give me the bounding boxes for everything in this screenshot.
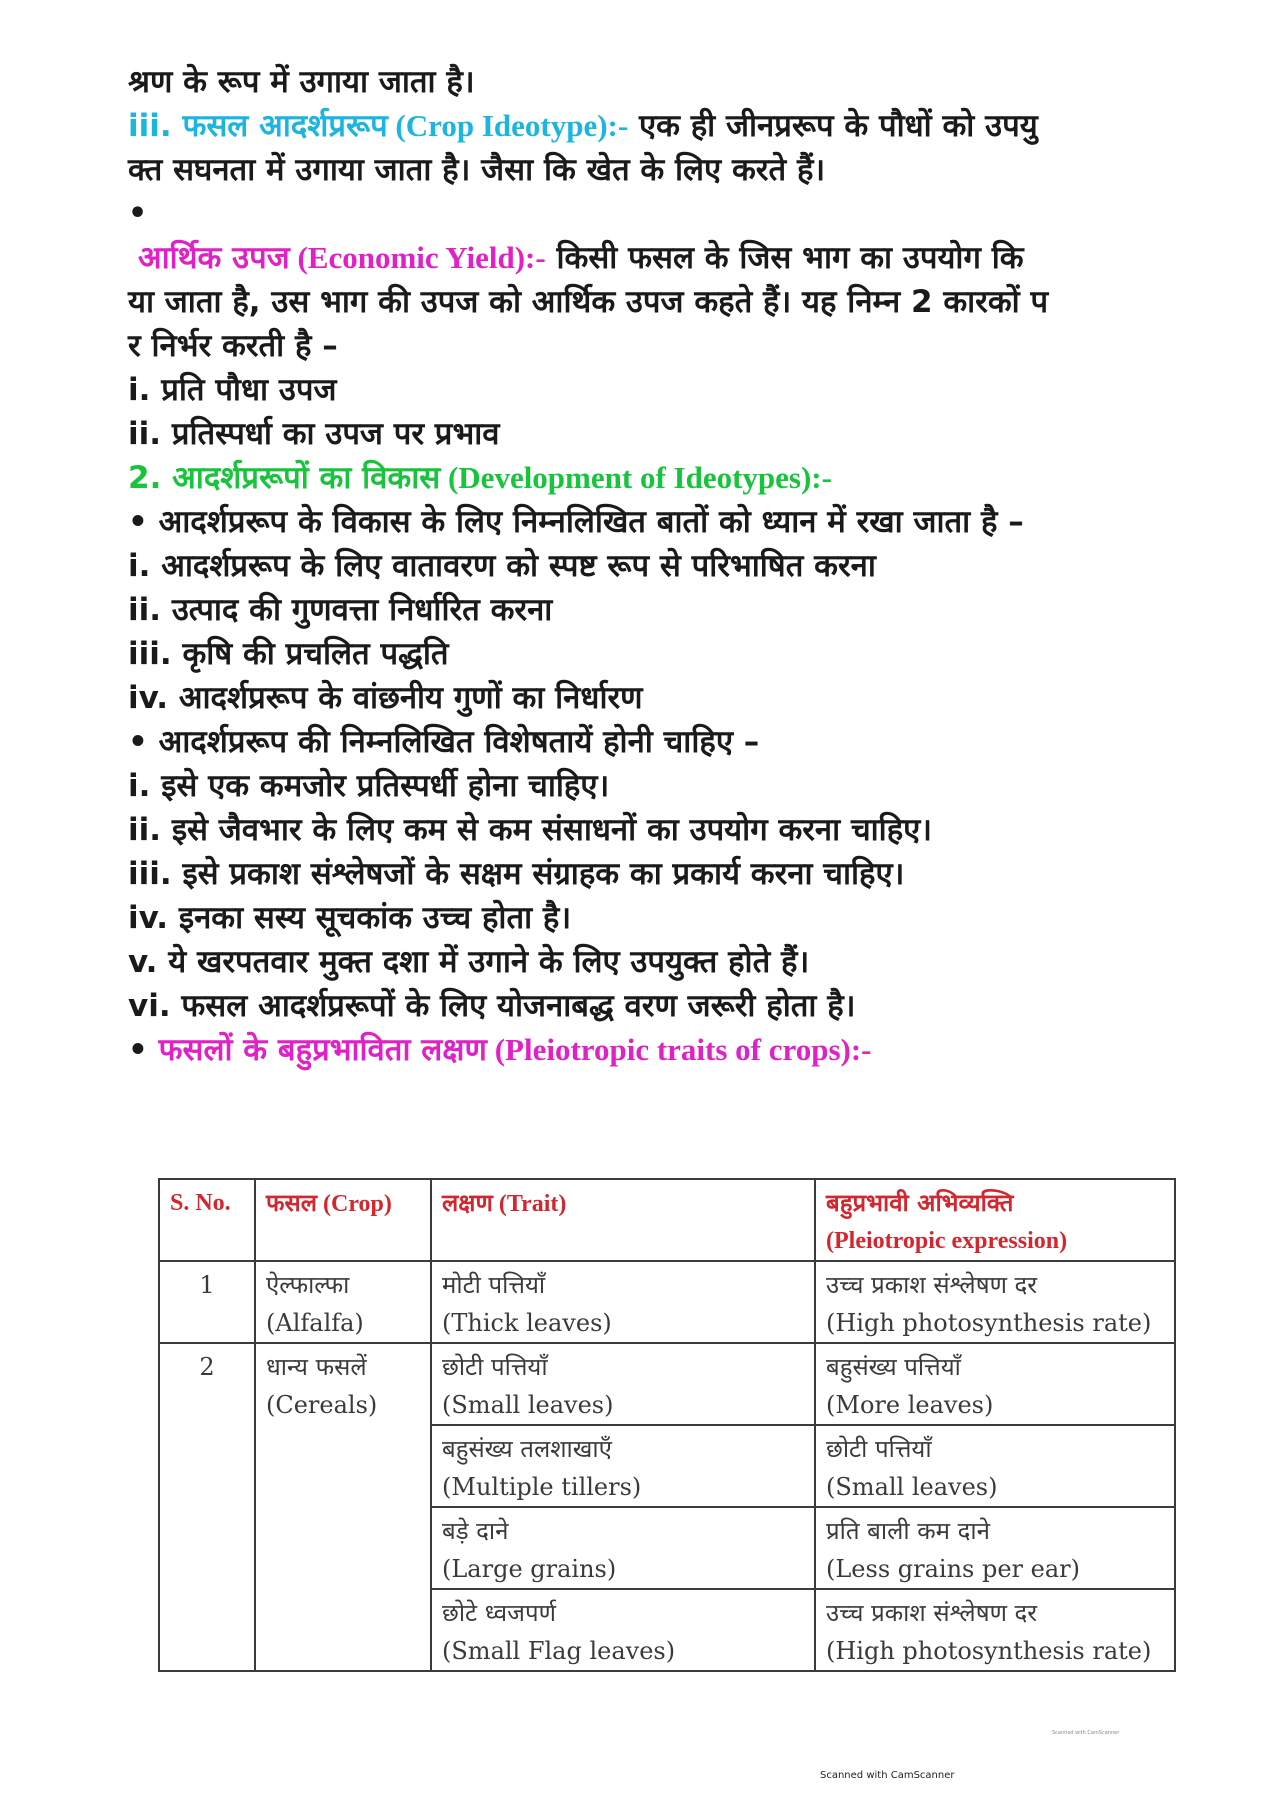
table-header-row [159, 1179, 1175, 1261]
cell-trait-hi: छोटे ध्वजपर्ण [442, 1599, 556, 1627]
table-row [159, 1343, 1175, 1425]
col-header-crop-en: (Crop) [317, 1191, 392, 1217]
pleiotropic-heading-line [128, 1028, 1138, 1072]
development-section-line [128, 456, 1138, 500]
cell-expression [815, 1589, 1175, 1671]
cell-crop-en: (Cereals) [266, 1391, 378, 1419]
economic-yield-heading: आर्थिक उपज [138, 240, 290, 276]
cell-crop-hi: ऐल्फाल्फा [266, 1271, 350, 1299]
cell-expression-hi: प्रति बाली कम दाने [826, 1517, 990, 1545]
cell-expression-en: (Small leaves) [826, 1473, 998, 1501]
text-line: श्रण के रूप में उगाया जाता है। [128, 64, 475, 100]
cell-trait-en: (Thick leaves) [442, 1309, 612, 1337]
cell-crop [255, 1261, 431, 1343]
cell-crop [255, 1343, 431, 1671]
text-line: क्त सघनता में उगाया जाता है। जैसा कि खेत के लिए करते हैं। [128, 152, 826, 188]
cell-expression-hi: छोटी पत्तियाँ [826, 1435, 932, 1463]
list-item: iv. इनका सस्य सूचकांक उच्च होता है। [128, 900, 572, 936]
economic-yield-line [128, 236, 1138, 280]
list-item: ii. उत्पाद की गुणवत्ता निर्धारित करना [128, 592, 553, 628]
bullet-line: • आदर्शप्ररूप की निम्नलिखित विशेषतायें होनी चाहिए – [128, 724, 760, 760]
cell-trait [431, 1589, 815, 1671]
scanner-watermark: Scanned with CamScanner [820, 1770, 955, 1781]
list-item: i. इसे एक कमजोर प्रतिस्पर्धी होना चाहिए। [128, 768, 610, 804]
cell-trait [431, 1425, 815, 1507]
cell-trait-hi: छोटी पत्तियाँ [442, 1353, 548, 1381]
col-header-trait [431, 1179, 815, 1261]
col-header-crop-hi: फसल [266, 1188, 317, 1217]
col-header-expression-en: (Pleiotropic expression) [826, 1228, 1068, 1254]
bullet-point: • [128, 196, 148, 231]
document-page [128, 60, 1138, 1072]
cell-expression-hi: उच्च प्रकाश संश्लेषण दर [826, 1271, 1038, 1299]
cell-trait [431, 1261, 815, 1343]
pleiotropic-heading: फसलों के बहुप्रभाविता लक्षण [158, 1032, 487, 1068]
list-item: v. ये खरपतवार मुक्त दशा में उगाने के लिए उपयुक्त होते हैं। [128, 944, 810, 980]
cell-sno: 1 [159, 1261, 255, 1343]
cell-expression-en: (More leaves) [826, 1391, 994, 1419]
pleiotropic-heading-en: (Pleiotropic traits of crops):- [486, 1032, 872, 1067]
cell-expression-en: (High photosynthesis rate) [826, 1309, 1152, 1337]
cell-expression [815, 1261, 1175, 1343]
list-item: ii. प्रतिस्पर्धा का उपज पर प्रभाव [128, 416, 500, 452]
cell-trait-en: (Multiple tillers) [442, 1473, 642, 1501]
cell-trait-en: (Large grains) [442, 1555, 617, 1583]
cell-sno: 2 [159, 1343, 255, 1671]
list-item: iii. इसे प्रकाश संश्लेषजों के सक्षम संग्राहक का प्रकार्य करना चाहिए। [128, 856, 905, 892]
cell-expression-hi: उच्च प्रकाश संश्लेषण दर [826, 1599, 1038, 1627]
col-header-expression-hi: बहुप्रभावी अभिव्यक्ति [826, 1188, 1014, 1217]
col-header-trait-en: (Trait) [492, 1191, 567, 1217]
scanner-watermark-small: Scanned with CamScanner [1052, 1730, 1120, 1736]
crop-ideotype-heading-en: (Crop Ideotype):- [387, 108, 629, 143]
pleiotropic-table-wrapper [158, 1178, 1174, 1665]
crop-ideotype-text: एक ही जीनप्ररूप के पौधों को उपयु [628, 108, 1038, 144]
cell-expression-en: (High photosynthesis rate) [826, 1637, 1152, 1665]
cell-trait [431, 1507, 815, 1589]
crop-ideotype-line [128, 104, 1138, 148]
col-header-crop [255, 1179, 431, 1261]
cell-trait-en: (Small leaves) [442, 1391, 614, 1419]
cell-crop-hi: धान्य फसलें [266, 1353, 367, 1381]
cell-expression [815, 1507, 1175, 1589]
pleiotropic-table [158, 1178, 1176, 1672]
cell-trait-hi: बहुसंख्य तलशाखाएँ [442, 1435, 612, 1463]
cell-crop-en: (Alfalfa) [266, 1309, 364, 1337]
list-item: ii. इसे जैवभार के लिए कम से कम संसाधनों का उपयोग करना चाहिए। [128, 812, 933, 848]
cell-expression [815, 1343, 1175, 1425]
cell-expression-en: (Less grains per ear) [826, 1555, 1081, 1583]
table-row [159, 1261, 1175, 1343]
cell-trait-hi: बड़े दाने [442, 1517, 509, 1545]
economic-yield-text: किसी फसल के जिस भाग का उपयोग कि [545, 240, 1024, 276]
cell-trait-en: (Small Flag leaves) [442, 1637, 676, 1665]
text-line: र निर्भर करती है – [128, 328, 338, 364]
economic-yield-heading-en: (Economic Yield):- [289, 240, 546, 275]
text-line: या जाता है, उस भाग की उपज को आर्थिक उपज कहते हैं। यह निम्न 2 कारकों प [128, 284, 1049, 320]
cell-trait [431, 1343, 815, 1425]
col-header-trait-hi: लक्षण [442, 1188, 493, 1217]
bullet-line: • आदर्शप्ररूप के विकास के लिए निम्नलिखित बातों को ध्यान में रखा जाता है – [128, 504, 1024, 540]
list-item: vi. फसल आदर्शप्ररूपों के लिए योजनाबद्ध वरण जरूरी होता है। [128, 988, 856, 1024]
crop-ideotype-heading: iii. फसल आदर्शप्ररूप [128, 108, 388, 144]
col-header-expression [815, 1179, 1175, 1261]
development-heading-en: (Development of Ideotypes):- [440, 460, 832, 495]
cell-trait-hi: मोटी पत्तियाँ [442, 1271, 546, 1299]
list-item: i. प्रति पौधा उपज [128, 372, 337, 408]
bullet-point: • [128, 1032, 159, 1068]
list-item: iii. कृषि की प्रचलित पद्धति [128, 636, 449, 672]
development-heading: 2. आदर्शप्ररूपों का विकास [128, 460, 441, 496]
cell-expression [815, 1425, 1175, 1507]
cell-expression-hi: बहुसंख्य पत्तियाँ [826, 1353, 961, 1381]
list-item: iv. आदर्शप्ररूप के वांछनीय गुणों का निर्धारण [128, 680, 643, 716]
list-item: i. आदर्शप्ररूप के लिए वातावरण को स्पष्ट रूप से परिभाषित करना [128, 548, 876, 584]
col-header-sno: S. No. [159, 1179, 255, 1261]
